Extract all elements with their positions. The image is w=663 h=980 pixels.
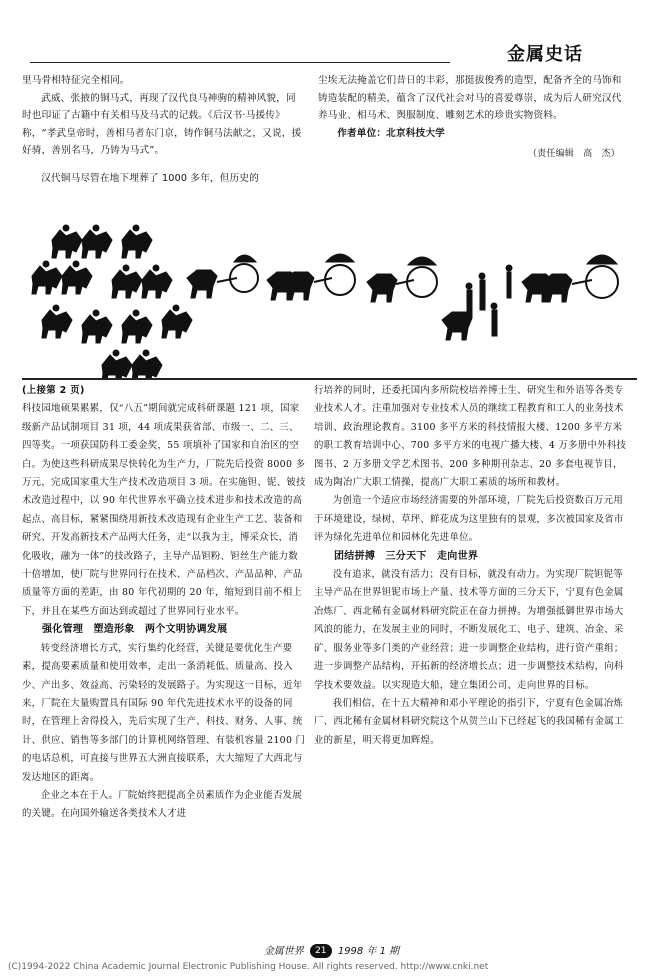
journal-name: 金属世界: [263, 946, 304, 957]
paragraph: 我们相信，在十五大精神和邓小平理论的指引下，宁夏有色金属冶炼厂、西北稀有金属材料研究院这个从贺兰山下已经起飞的我国稀有金属工业的新星，明天将更加辉煌。: [314, 697, 624, 746]
page-footer: [0, 942, 663, 958]
chariot-procession-icon: [187, 254, 618, 340]
column-logo: 金属史话: [507, 44, 583, 65]
paragraph: 为创造一个适应市场经济需要的外部环境，厂院先后投资数百万元用于环境建设，绿树、草坪、鲜花成为这里独有的景观，多次被国家及省市评为绿化先进单位和园林化先进单位。: [314, 495, 624, 544]
cavalry-group-icon: [32, 225, 192, 380]
section-heading: 团结拼搏 三分天下 走向世界: [334, 550, 479, 562]
paragraph: 转变经济增长方式，实行集约化经营，关键是要优化生产要素，提高要素质量和使用效率，走出一条消耗低、质量高、投入少、产出多、效益高、污染轻的发展路子。为实现这一目标，近年来，厂院在大量购置具有国际 90 年代先进技术水平的设备的同时，在管理上舍得投入，先后实现了生产、科技、财务、人事、统计、供应、销售等多部门的计算机网络管理、有装机容量 2100 门的电话总机，可直接与世界五大洲直接联系，大大缩短了大西北与发达地区的距离。: [22, 642, 306, 783]
header-rule: [30, 62, 450, 63]
top-left-column: [22, 72, 304, 187]
procession-illustration: [22, 210, 637, 380]
paragraph: 没有追求，就没有活力；没有目标，就没有动力。为实现厂院钽铌等主导产品在世界钽铌市场上产量、技术等方面的三分天下，宁夏有色金属冶炼厂、西北稀有金属材料研究院正在奋力拼搏。为增强抵御世界市场大风浪的能力，在发展主业的同时，不断发展化工、电子、建筑、冶金、采矿、服务业等多门类的产业经营；进一步调整企业结构，进行资产重组；进一步调整产品结构，开拓新的经济增长点；进一步调整技术结构，向科学技术要效益。以实现造大船，建立集团公司、走向世界的目标。: [314, 569, 624, 691]
continued-note: (上接第 2 页): [22, 385, 85, 396]
paragraph: 企业之本在于人。厂院始终把提高全员素质作为企业能否发展的关键。在向国外输送各类技术人才进: [22, 789, 303, 820]
paragraph: 尘埃无法掩盖它们昔日的丰彩，那挺拔俊秀的造型，配备齐全的马饰和铸造装配的精美，蕴含了汉代社会对马的喜爱尊崇，成为后人研究汉代养马业、相马术、舆服制度、雕刻艺术的珍贵实物资料。: [318, 75, 622, 121]
paragraph: 武威、张掖的铜马式，再现了汉代良马神驹的精神风貌，同时也印证了古籍中有关相马及马式的记载。《后汉书·马援传》称，“孝武皇帝时，善相马者东门京，铸作铜马法献之，又说，援好骑，善别名马，乃铸为马式”。: [22, 92, 302, 156]
author-affiliation: 作者单位：北京科技大学: [337, 127, 445, 139]
page-number: 21: [310, 944, 332, 958]
paragraph: 科技园地硕果累累，仅“八五”期间就完成科研课题 121 项，国家级新产品试制项目 31 项，44 项成果获省部、市级一、二、三、四等奖。一项获国防科工委金奖，55 项填补了国家和自治区的空白。为使这些科研成果尽快转化为生产力，厂院先后投资 8000 多万元，完成国家重大生产技术改造项目 3 项。在实施钽、铌、铍技术改造过程中，以 90 年代世界水平确立技术进步和技术改造的高起点、高目标，紧紧围绕用新技术改造现有企业生产工艺、装备和研究、开发高新技术产品两大任务，走“以我为主，博采众长，消化吸收，融为一体”的技改路子，主导产品钽粉、钽丝生产能力数十倍增加，使厂院与世界同行在技术、产品档次、产品品种、产品质量等方面的差距，由 80 年代初期的 20 年，缩短到目前不相上下，并且在某些方面达到或超过了世界同行业水平。: [22, 403, 306, 617]
paragraph: 里马骨相特征完全相同。: [22, 75, 130, 86]
section-heading: 强化管理 塑造形象 两个文明协调发展: [42, 624, 228, 636]
paragraph: 行培养的同时，还委托国内多所院校培养博士生、研究生和外语等各类专业技术人才。注重加强对专业技术人员的继续工程教育和工人的业务技术培训、政治理论教育。3100 多平方米的科技情报大楼、1200 多平方米的职工教育培训中心、700 多平方米的电视广播大楼、4 万多册中外科技图书、2 万多册文学艺术图书、200 多种期刊杂志、20 多套电视节目，成为陶冶广大职工情操，提高广大职工素质的场所和教材。: [314, 385, 627, 489]
editor-credit: （责任编辑 高 杰）: [527, 149, 620, 159]
section-divider: [22, 378, 637, 380]
copyright-line: (C)1994-2022 China Academic Journal Electronic Publishing House. All rights reserved. http://www.cnki.net: [8, 962, 489, 972]
bottom-left-column: [22, 382, 307, 824]
top-right-column: [318, 72, 630, 164]
paragraph: 汉代铜马尽管在地下埋葬了 1000 多年，但历史的: [41, 172, 259, 184]
bottom-right-column: [314, 382, 629, 750]
issue-label: 1998 年 1 期: [337, 946, 400, 957]
